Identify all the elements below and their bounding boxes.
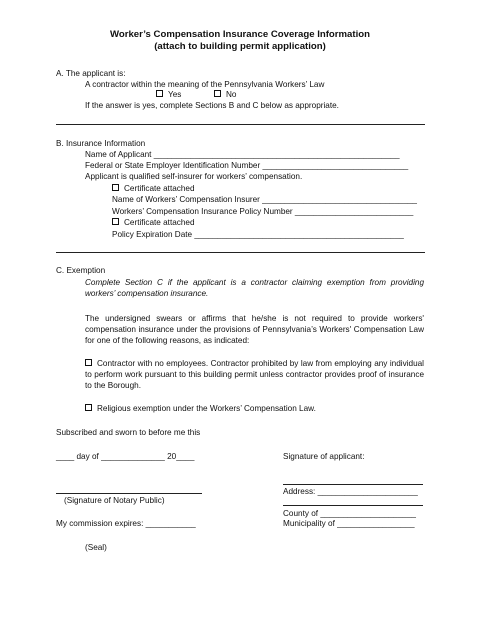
section-c-label: C. Exemption [56,266,106,275]
expiration-date-field[interactable]: Policy Expiration Date ______________________________________________ [112,230,404,239]
yes-option[interactable] [156,90,181,100]
municipality-field[interactable]: Municipality of _________________ [283,519,415,528]
certificate-label-2: Certificate attached [124,218,195,227]
self-insurer-statement: Applicant is qualified self-insurer for workers’ compensation. [85,172,303,181]
sworn-statement: The undersigned swears or affirms that he/she is not required to provide workers' compensation insurance under the provisions of Pennsylvania’s Workers' Compensation Law for one of the following reasons, as indicated: [85,314,424,345]
insurer-field[interactable]: Name of Workers’ Compensation Insurer __________________________________ [112,195,417,204]
seal-label: (Seal) [85,543,107,552]
certificate-label-1: Certificate attached [124,184,195,193]
yes-label: Yes [168,90,182,99]
religious-exemption-checkbox[interactable] [85,404,92,411]
certificate-attached-option-2[interactable] [112,218,195,228]
certificate-checkbox-2[interactable] [112,218,119,225]
section-b-label: B. Insurance Information [56,139,146,148]
address-line-2[interactable] [283,505,423,506]
notary-signature-line[interactable] [56,493,202,494]
no-employees-text: Contractor with no employees. Contractor prohibited by law from employing any individual to perform work pursuant to this building permit unless contractor provides proof of insurance to the Borough. [85,359,424,390]
address-field[interactable]: Address: ______________________ [283,487,418,496]
name-of-applicant-field[interactable]: Name of Applicant ______________________________________________________ [85,150,400,159]
certificate-attached-option-1[interactable] [112,184,195,194]
exemption-instruction: Complete Section C if the applicant is a contractor claiming exemption from providing workers’ compensation insurance. [85,278,424,298]
form-title: Worker’s Compensation Insurance Coverage Information [110,29,370,40]
notary-signature-label: (Signature of Notary Public) [64,496,165,505]
no-label: No [226,90,237,99]
religious-exemption-text: Religious exemption under the Workers’ Compensation Law. [97,404,316,413]
fein-field[interactable]: Federal or State Employer Identification Number ________________________________ [85,161,409,170]
divider-b [56,252,425,253]
reason-no-employees[interactable] [85,358,424,391]
section-a-label: A. The applicant is: [56,69,126,78]
form-subtitle: (attach to building permit application) [154,41,326,52]
signature-applicant-label: Signature of applicant: [283,452,365,461]
no-option[interactable] [214,90,236,100]
section-a-note: If the answer is yes, complete Sections B and C below as appropriate. [85,101,339,110]
no-checkbox[interactable] [214,90,221,97]
applicant-signature-line[interactable] [283,484,423,485]
county-field[interactable]: County of _____________________ [283,509,416,518]
reason-religious[interactable] [85,404,316,414]
certificate-checkbox-1[interactable] [112,184,119,191]
policy-number-field[interactable]: Workers’ Compensation Insurance Policy Number __________________________ [112,207,414,216]
subscribed-statement: Subscribed and sworn to before me this [56,428,201,437]
commission-expires-field[interactable]: My commission expires: ___________ [56,519,196,528]
contractor-statement: A contractor within the meaning of the Pennsylvania Workers’ Law [85,80,325,89]
divider-a [56,124,425,125]
no-employees-checkbox[interactable] [85,359,92,366]
date-line[interactable]: ____ day of ______________ 20____ [56,452,195,461]
yes-checkbox[interactable] [156,90,163,97]
